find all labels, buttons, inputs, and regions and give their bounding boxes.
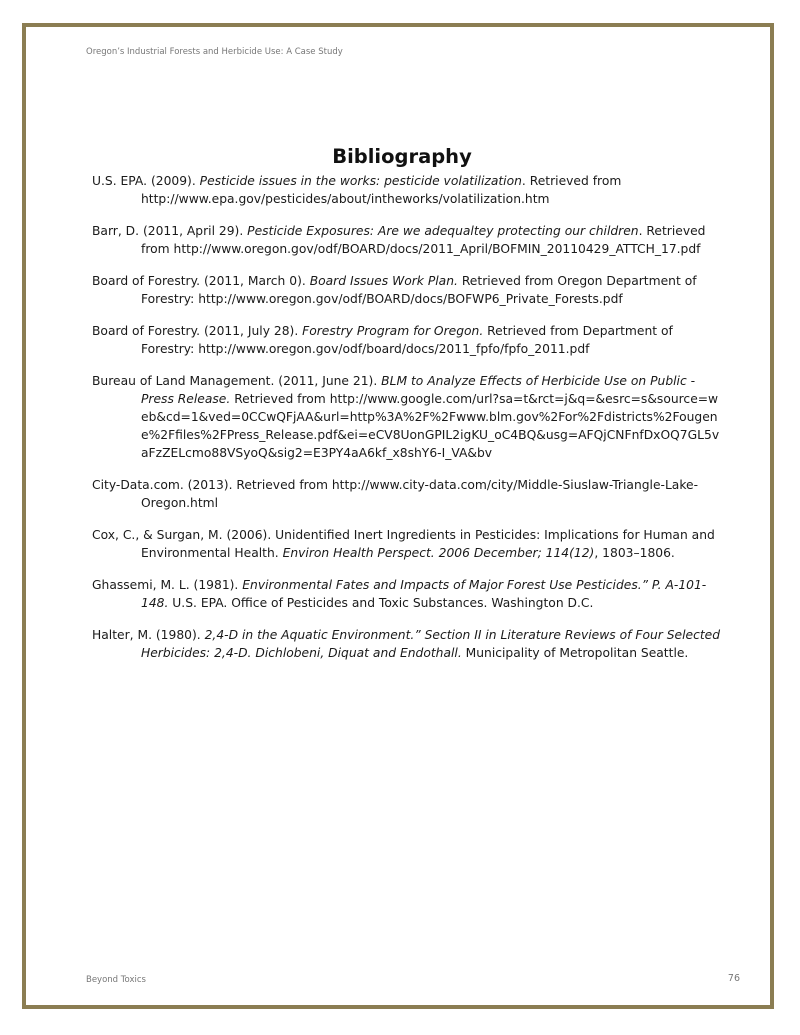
bibliography-entry: Cox, C., & Surgan, M. (2006). Unidentified Inert Ingredients in Pesticides: Implications for Human and Environmental Health. Environ Health Perspect. 2006 December; 114(12), 1803–1806.	[92, 528, 715, 560]
bibliography-entry: Barr, D. (2011, April 29). Pesticide Exposures: Are we adequaltey protecting our children. Retrieved from http://www.oregon.gov/odf/BOARD/docs/2011_April/BOFMIN_20110429_ATTCH_17.pdf	[92, 224, 706, 256]
footer-org: Beyond Toxics	[86, 975, 146, 985]
page-number: 76	[727, 973, 740, 984]
bibliography-entry: Board of Forestry. (2011, July 28). Forestry Program for Oregon. Retrieved from Department of Forestry: http://www.oregon.gov/odf/board/docs/2011_fpfo/fpfo_2011.pdf	[92, 324, 673, 356]
page-title: Bibliography	[332, 145, 472, 168]
bibliography-entry: City-Data.com. (2013). Retrieved from http://www.city-data.com/city/Middle-Siuslaw-Triangle-Lake-Oregon.html	[92, 478, 699, 510]
document-page	[22, 23, 774, 1009]
entry-url: http://www.google.com/url?sa=t&rct=j&q=&esrc=s&source=web&cd=1&ved=0CCwQFjAA&url=http%3A%2F%2Fwww.blm.gov%2For%2Fdistricts%2Fougene%2Ffiles%2FPress_Release.pdf&ei=eCV8UonGPIL2igKU_oC4BQ&usg=AFQjCNFnfDxOQ7GL5vaFzZELcmo88VSyoQ&sig2=E3PY4aA6kf_x8shY6-I_VA&bv	[141, 392, 720, 460]
bibliography-list	[92, 172, 722, 676]
bibliography-entry: Bureau of Land Management. (2011, June 21). BLM to Analyze Effects of Herbicide Use on Public - Press Release. Retrieved from http://www.google.com/url?sa=t&rct=j&q=&esrc=s&source=web&cd=1&ved=0CCwQFjAA&url=http%3A%2F%2Fwww.blm.gov%2For%2Fdistricts%2Fougene%2Ffiles%2FPress_Release.pdf&ei=eCV8UonGPIL2igKU_oC4BQ&usg=AFQjCNFnfDxOQ7GL5vaFzZELcmo88VSyoQ&sig2=E3PY4aA6kf_x8shY6-I_VA&bv	[92, 374, 720, 460]
bibliography-entry: Ghassemi, M. L. (1981). Environmental Fates and Impacts of Major Forest Use Pesticides.” P. A-101-148. U.S. EPA. Office of Pesticides and Toxic Substances. Washington D.C.	[92, 578, 707, 610]
bibliography-entry: U.S. EPA. (2009). Pesticide issues in the works: pesticide volatilization. Retrieved from http://www.epa.gov/pesticides/about/intheworks/volatilization.htm	[92, 174, 622, 206]
running-header: Oregon’s Industrial Forests and Herbicide Use: A Case Study	[86, 47, 343, 57]
bibliography-entry: Board of Forestry. (2011, March 0). Board Issues Work Plan. Retrieved from Oregon Department of Forestry: http://www.oregon.gov/odf/BOARD/docs/BOFWP6_Private_Forests.pdf	[92, 274, 697, 306]
bibliography-entry: Halter, M. (1980). 2,4-D in the Aquatic Environment.” Section II in Literature Reviews of Four Selected Herbicides: 2,4-D. Dichlobeni, Diquat and Endothall. Municipality of Metropolitan Seattle.	[92, 628, 721, 660]
